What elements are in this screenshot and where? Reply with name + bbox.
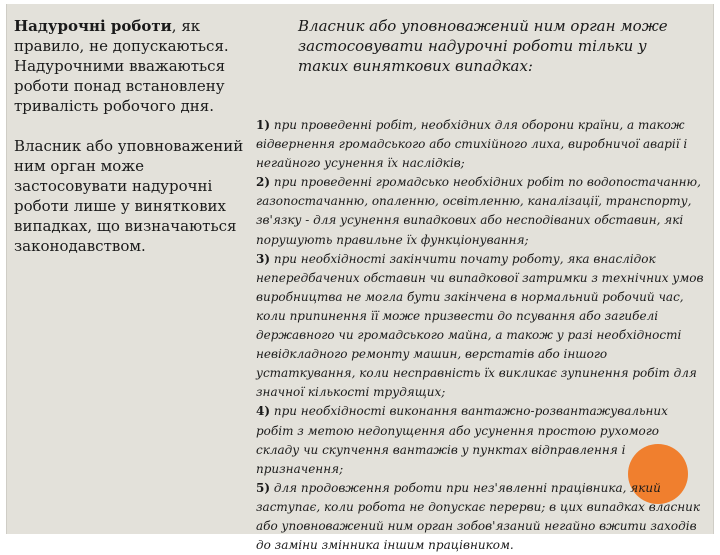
list-item [256,173,704,249]
item-text: при необхідності виконання вантажно-розвантажувальних робіт з метою недопущення або усунення простою рухомого складу чи скупчення вантажів у пунктах відправлення і призначення; [256,404,668,476]
list-item [256,402,704,478]
overtime-term: Надурочні роботи [14,17,172,35]
item-number: 3) [256,251,271,266]
item-text: при необхідності закінчити почату роботу, яка внаслідок непередбачених обставин чи випадкової затримки з технічних умов виробництва не могла бути закінчена в нормальний робочий час, коли припинення її може призвести до псування або загибелі державного чи громадського майна, а також у разі необхідності невідкладного ремонту машин, верстатів або іншого устаткування, коли несправність їх викликає зупинення робіт для значної кількості трудящих; [256,251,704,400]
overtime-definition-text: , як правило, не допускаються. Надурочними вважаються роботи понад встановлену тривалість робочого дня. [14,17,229,115]
item-text: для продовження роботи при нез'явленні працівника, який заступає, коли робота не допускає перерви; в цих випадках власник або уповноважений ним орган зобов'язаний негайно вжити заходів до заміни змінника іншим працівником. [256,480,701,553]
item-text: при проведенні громадсько необхідних робіт по водопостачанню, газопостачанню, опаленню, освітленню, каналізації, транспорту, зв'язку - для усунення випадкових або несподіваних обставин, які порушують правильне їх функціонування; [256,175,701,247]
exceptions-heading: Власник або уповноважений ним орган може застосовувати надурочні роботи тільки у таких виняткових випадках: [298,17,668,75]
list-item [256,116,704,173]
item-text: при проведенні робіт, необхідних для оборони країни, а також відвернення громадського або стихійного лиха, виробничої аварії і негайного усунення їх наслідків; [256,118,688,171]
item-number: 1) [256,118,271,132]
exceptions-list [256,116,704,555]
overtime-exception-note: Власник або уповноважений ним орган може застосовувати надурочні роботи лише у виняткових випадках, що визначаються законодавством. [14,137,244,255]
list-item [256,479,704,555]
overtime-definition [14,16,254,116]
list-item [256,250,704,403]
item-number: 2) [256,175,271,190]
item-number: 5) [256,480,271,495]
left-column [14,16,254,256]
item-number: 4) [256,404,271,419]
